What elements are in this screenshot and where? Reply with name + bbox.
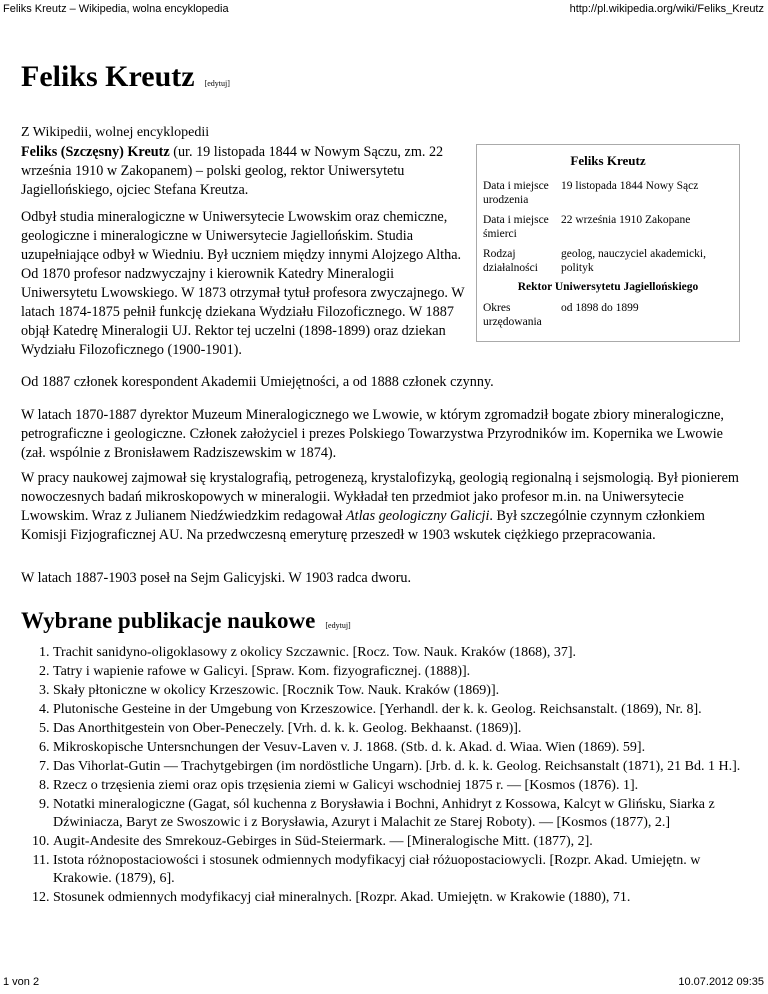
paragraph-museum: W latach 1870-1887 dyrektor Muzeum Mineralogicznego we Lwowie, w którym zgromadził bogate zbiory mineralogiczne, petrograficzne i geologiczne. Członek założyciel i prezes Polskiego Towarzystwa Przyrodników im. Kopernika we Lwowie (zał. wspólnie z Bronisławem Radziszewskim w 1874). [21,407,724,461]
infobox-value: od 1898 do 1899 [561,302,639,314]
infobox-row [481,247,735,275]
print-footer-datetime: 10.07.2012 09:35 [678,976,764,988]
page-title-text: Feliks Kreutz [21,60,195,93]
paragraph-academy: Od 1887 członek korespondent Akademii Umiejętności, a od 1888 członek czynny. [21,374,494,390]
intro-paragraph [21,143,461,200]
infobox-section-title: Rektor Uniwersytetu Jagiellońskiego [517,281,699,293]
infobox-value: geolog, nauczyciel akademicki, polityk [561,248,706,274]
infobox-row [481,179,735,207]
list-item: 6. Mikroskopische Untersnchungen der Vesuv-Laven v. J. 1868. (Stb. d. k. Akad. d. Wiaa. Wien (1869). 59]. [53,739,753,757]
print-header-title: Feliks Kreutz – Wikipedia, wolna encyklopedia [3,3,229,15]
list-item: 2. Tatry i wapienie rafowe w Galicyi. [Spraw. Kom. fizyograficznej. (1888)]. [53,663,753,681]
section-heading-publications [21,608,351,634]
paragraph-research [21,469,741,545]
infobox-value: 22 września 1910 Zakopane [561,214,691,226]
print-footer-page: 1 von 2 [3,976,40,988]
page-subtitle: Z Wikipedii, wolnej encyklopedii [21,125,210,140]
edit-link-section[interactable]: [edytuj] [325,621,351,630]
list-item: 1. Trachit sanidyno-oligoklasowy z okolicy Szczawnic. [Rocz. Tow. Nauk. Kraków (1868), 37]. [53,644,753,662]
infobox-key: Data i miejsce śmierci [483,214,549,240]
print-header [0,0,768,22]
list-item: 5. Das Anorthitgestein von Ober-Peneczely. [Vrh. d. k. k. Geolog. Bekhaanst. (1869)]. [53,720,753,738]
list-item: 10. Augit-Andesite des Smrekouz-Gebirges in Süd-Steiermark. — [Mineralogische Mitt. (1877), 2]. [53,833,753,851]
list-item: 12. Stosunek odmiennych modyfikacyj ciał mineralnych. [Rozpr. Akad. Umiejętn. w Krakowie (1880), 71. [53,889,753,907]
infobox-title: Feliks Kreutz [570,153,646,168]
list-item: 11. Istota różnopostaciowości i stosunek odmiennych modyfikacyj ciał różuopostaciowycli. [Rozpr. Akad. Umiejętn. w Krakowie. (1879), 6]. [53,852,753,888]
paragraph-studies: Odbył studia mineralogiczne w Uniwersytecie Lwowskim oraz chemiczne, geologiczne i mineralogiczne w Uniwersytecie Jagiellońskim. Studia uzupełniające odbył w Wiedniu. Był uczniem między innymi Alojzego Altha. Od 1870 profesor nadzwyczajny i kierownik Katedry Mineralogii Uniwersytetu Lwowskiego. W 1873 otrzymał tytuł profesora zwyczajnego. W latach 1874-1875 pełnił funkcję dziekana Wydziału Filozoficznego. W 1887 objął Katedrę Mineralogii UJ. Rektor tej uczelni (1898-1899) oraz dziekan Wydziału Filozoficznego (1900-1901). [21,209,465,358]
research-text-a: W pracy naukowej zajmował się krystalografią, petrogenezą, krystalofizyką, geologią regionalną i sejsmologią. Był pionierem nowoczesnych badań mikroskopowych w mineralogii. Wykładał ten przedmiot jako profesor m.in. na Uniwersytecie Lwowskim. Wraz z Julianem Niedźwiedzkim redagował [21,470,739,524]
edit-link-title[interactable]: [edytuj] [204,79,230,88]
list-item: 7. Das Vihorlat-Gutin — Trachytgebirgen (im nordöstliche Ungarn). [Jrb. d. k. k. Geolog. Reichsanstalt (1871), 21 Bd. 1 H.]. [53,758,753,776]
infobox [476,144,740,342]
intro-text: (ur. 19 listopada 1844 w Nowym Sączu, zm. 22 września 1910 w Zakopanem) – polski geolog, rektor Uniwersytetu Jagiellońskiego, ojciec Stefana Kreutza. [21,144,444,198]
list-item: 8. Rzecz o trzęsienia ziemi oraz opis trzęsienia ziemi w Galicyi wschodniej 1875 r. — [Kosmos (1876). 1]. [53,777,753,795]
print-header-url: http://pl.wikipedia.org/wiki/Feliks_Kreutz [569,3,764,15]
infobox-key: Rodzaj działalności [483,248,538,274]
list-item: 3. Skały płtoniczne w okolicy Krzeszowic. [Rocznik Tow. Nauk. Kraków (1869)]. [53,682,753,700]
infobox-value: 19 listopada 1844 Nowy Sącz [561,180,699,192]
list-item: 9. Notatki mineralogiczne (Gagat, sól kuchenna z Borysławia i Bochni, Anhidryt z Kossowa, Kalcyt w Glińsku, Siarka z Dźwiniacza, Baryt ze Swoszowic i z Borysławia, Azuryt i Malachit ze Starej Roboty). — [Kosmos (1877), 2.] [53,796,753,832]
article-content [21,60,741,905]
infobox-key: Data i miejsce urodzenia [483,180,549,206]
list-item: 4. Plutonische Gesteine in der Umgebung von Krzeszowice. [Yerhandl. der k. k. Geolog. Reichsanstalt. (1869), Nr. 8]. [53,701,753,719]
intro-bold-name: Feliks (Szczęsny) Kreutz [21,144,170,160]
publications-list [21,644,753,908]
section-heading-text: Wybrane publikacje naukowe [21,608,316,633]
page-title [21,60,741,101]
print-footer [0,972,768,994]
infobox-row [481,213,735,241]
infobox-key: Okres urzędowania [483,302,542,328]
paragraph-politics: W latach 1887-1903 poseł na Sejm Galicyjski. W 1903 radca dworu. [21,570,412,586]
atlas-title: Atlas geologiczny Galicji [345,508,490,524]
infobox-row [481,301,735,329]
research-text-b: . Był szczególnie czynnym członkiem Komisji Fizjograficznej AU. Na przedwczesną emeryturę przeszedł w 1903 wskutek ciężkiego przepracowania. [21,508,705,543]
